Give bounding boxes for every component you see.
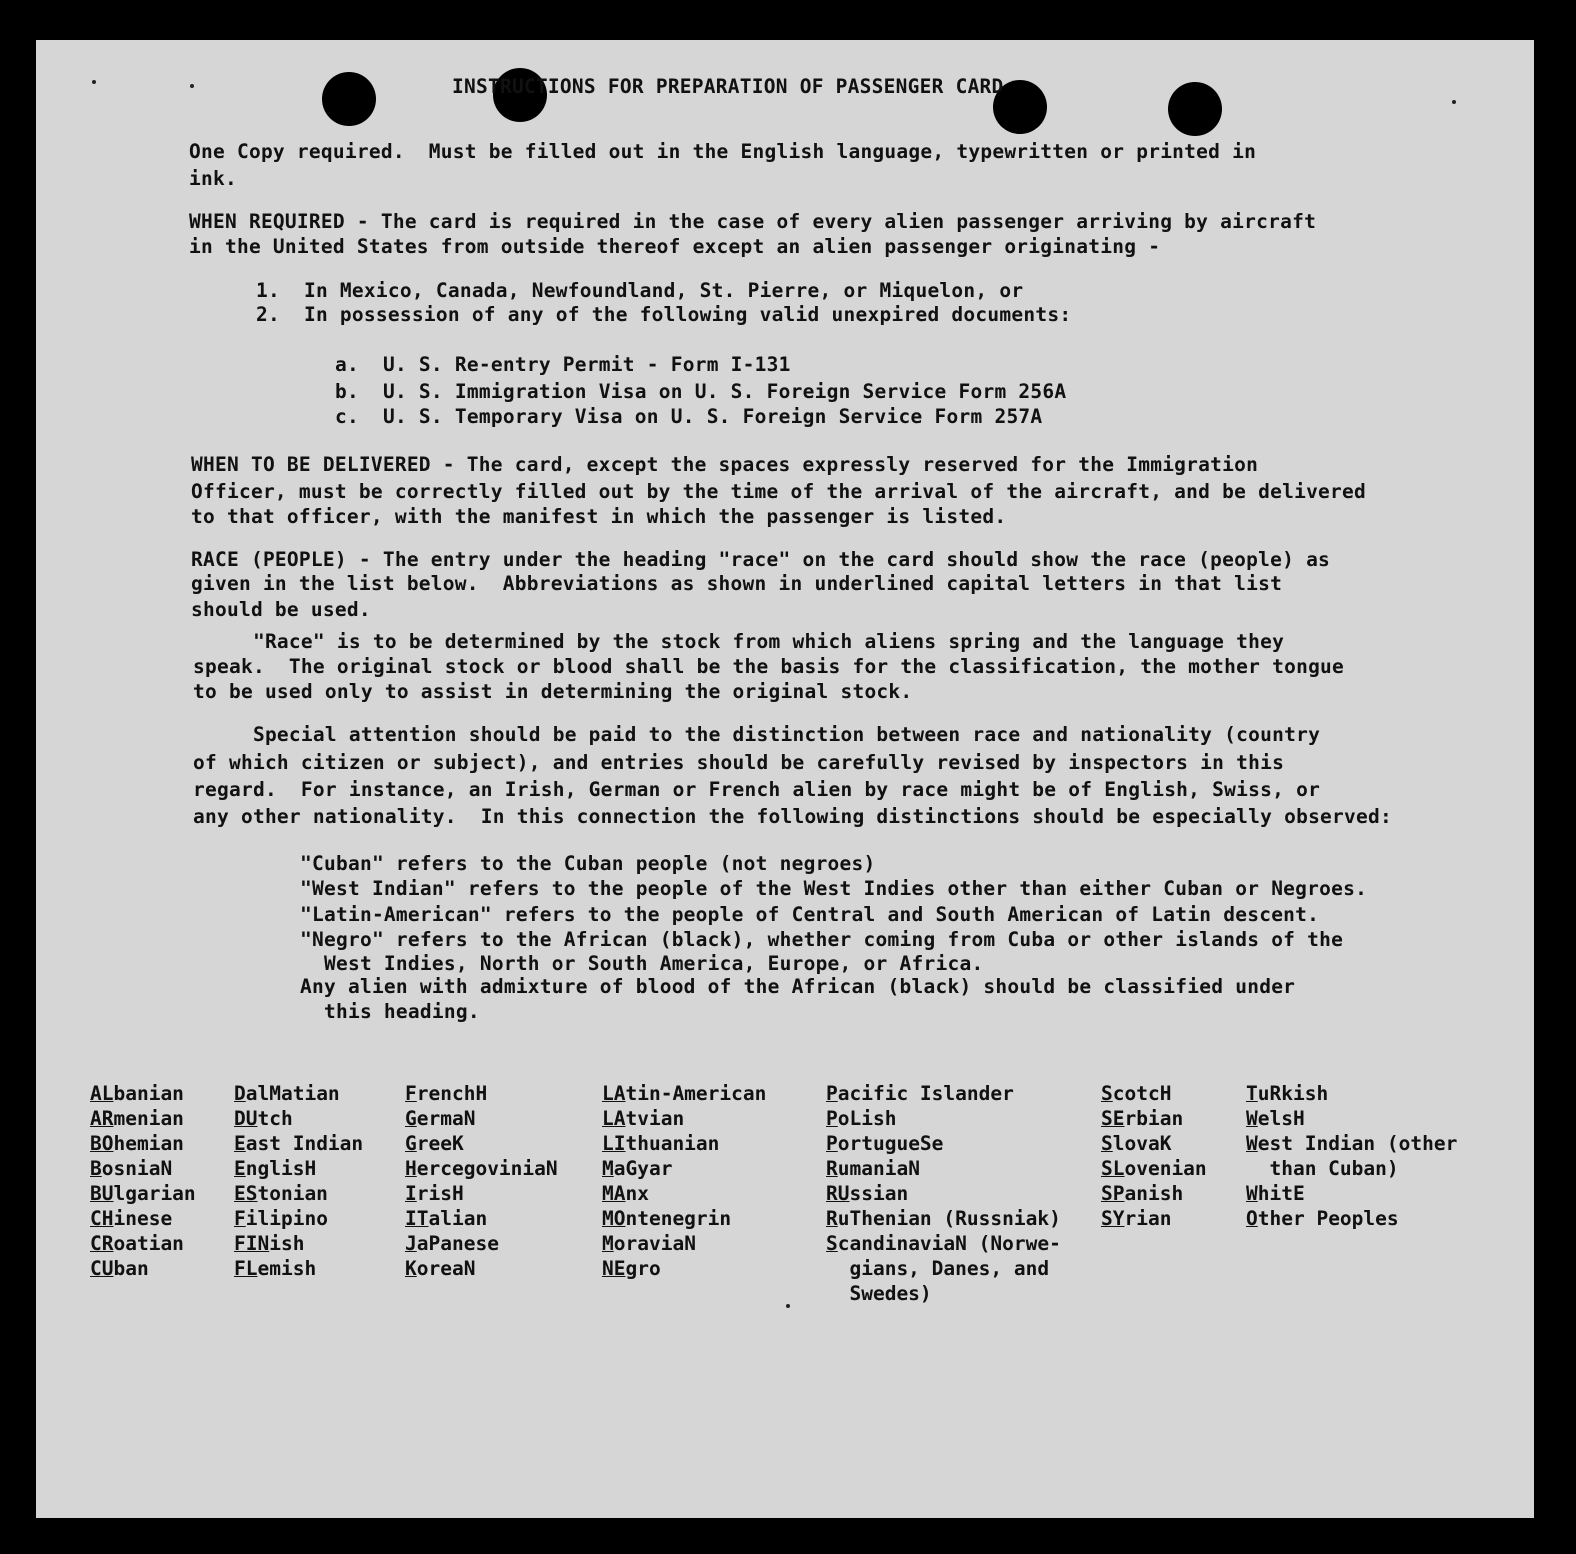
race-name-rest: lovaK [1112,1132,1172,1155]
race-name-rest: umaniaN [837,1157,920,1180]
race-name-rest: cotcH [1112,1082,1172,1105]
race-list-item [90,1106,196,1131]
speck [1452,100,1456,104]
race-abbreviation: S [1101,1132,1113,1155]
race-name-rest: nglisH [245,1157,317,1180]
race-name-rest: oraviaN [613,1232,696,1255]
race-abbreviation: RU [826,1182,850,1205]
race-abbreviation: W [1246,1132,1258,1155]
distinction-line: "Cuban" refers to the Cuban people (not negroes) [300,852,876,875]
race-list-item [90,1131,196,1156]
race-name-rest: oatian [113,1232,184,1255]
race-abbreviation: R [826,1207,838,1230]
race-list-item [826,1206,1061,1231]
race-list-item [234,1231,363,1256]
race-abbreviation: LA [602,1082,626,1105]
race-list-item [826,1081,1061,1106]
race-list-item [1246,1106,1457,1131]
race-list-item [405,1106,558,1131]
race-list-item [826,1281,1061,1306]
race-name-rest: ssian [849,1182,909,1205]
document-item: c. U. S. Temporary Visa on U. S. Foreign Service Form 257A [335,405,1043,428]
race-list-item [1101,1131,1207,1156]
race-list-item [234,1181,363,1206]
intro-line: One Copy required. Must be filled out in the English language, typewritten or printed in [189,140,1257,163]
race-list-item [234,1131,363,1156]
race-abbreviation: K [405,1257,417,1280]
race-name-rest: Swedes) [849,1282,932,1305]
race-name-rest: rian [1124,1207,1172,1230]
race-abbreviation: B [90,1157,102,1180]
speck [92,80,96,84]
race-name-rest: tin-American [625,1082,767,1105]
race-line: RACE (PEOPLE) - The entry under the heading "race" on the card should show the race (people) as [191,548,1331,571]
race-list-item [602,1131,766,1156]
race-name-rest: gro [625,1257,661,1280]
special-attention-line: of which citizen or subject), and entries should be carefully revised by inspectors in this [193,751,1285,774]
race-column-2 [234,1081,363,1281]
race-name-rest: tonian [257,1182,328,1205]
race-abbreviation: BU [90,1182,114,1205]
distinction-line: this heading. [300,1000,480,1023]
race-item-indent [826,1257,849,1280]
race-name-rest: oLish [837,1107,897,1130]
race-column-5 [826,1081,1061,1306]
race-list-item [90,1156,196,1181]
when-delivered-line: WHEN TO BE DELIVERED - The card, except the spaces expressly reserved for the Immigration [191,453,1259,476]
race-list-item [602,1256,766,1281]
race-list-item [602,1156,766,1181]
race-list-item [602,1206,766,1231]
race-list-item [1101,1181,1207,1206]
race-abbreviation: P [826,1107,838,1130]
race-determined-line: speak. The original stock or blood shall be the basis for the classification, the mother tongue [193,655,1345,678]
race-name-rest: ovenian [1124,1157,1207,1180]
race-abbreviation: CR [90,1232,114,1255]
race-determined-line: "Race" is to be determined by the stock from which aliens spring and the language they [193,630,1285,653]
race-name-rest: ish [269,1232,305,1255]
race-name-rest: hemian [113,1132,184,1155]
race-list-item [405,1081,558,1106]
race-abbreviation: W [1246,1107,1258,1130]
race-abbreviation: M [602,1157,614,1180]
race-list-item [826,1131,1061,1156]
race-abbreviation: G [405,1107,417,1130]
race-abbreviation: E [234,1132,246,1155]
race-abbreviation: DU [234,1107,258,1130]
race-list-item [826,1231,1061,1256]
race-list-item [405,1181,558,1206]
race-abbreviation: H [405,1157,417,1180]
race-abbreviation: F [405,1082,417,1105]
race-abbreviation: M [602,1232,614,1255]
race-item-indent [826,1282,849,1305]
race-list-item [602,1181,766,1206]
race-list-item [1246,1156,1457,1181]
race-abbreviation: LA [602,1107,626,1130]
race-name-rest: emish [257,1257,317,1280]
origin-item: 2. In possession of any of the following valid unexpired documents: [256,303,1072,326]
race-list-item [602,1106,766,1131]
race-list-item [1246,1181,1457,1206]
race-abbreviation: AL [90,1082,114,1105]
race-abbreviation: P [826,1082,838,1105]
race-abbreviation: E [234,1157,246,1180]
race-column-1 [90,1081,196,1281]
race-determined-line: to be used only to assist in determining the original stock. [193,680,913,703]
race-list-item [234,1256,363,1281]
race-list-item [90,1256,196,1281]
race-list-item [602,1081,766,1106]
race-abbreviation: SY [1101,1207,1125,1230]
distinction-line: "Latin-American" refers to the people of Central and South American of Latin descent. [300,903,1320,926]
race-list-item [1246,1131,1457,1156]
race-abbreviation: R [826,1157,838,1180]
race-line: should be used. [191,598,371,621]
race-list-item [405,1131,558,1156]
race-list-item [90,1081,196,1106]
race-name-rest: menian [113,1107,184,1130]
race-abbreviation: D [234,1082,246,1105]
race-abbreviation: J [405,1232,417,1255]
race-list-item [1101,1081,1207,1106]
when-delivered-line: Officer, must be correctly filled out by the time of the arrival of the aircraft, and be delivered [191,480,1367,503]
when-delivered-line: to that officer, with the manifest in which the passenger is listed. [191,505,1007,528]
race-abbreviation: ES [234,1182,258,1205]
race-list-item [1246,1206,1457,1231]
race-abbreviation: CH [90,1207,114,1230]
race-list-item [405,1156,558,1181]
punch-hole [1168,82,1222,136]
race-name-rest: oreaN [416,1257,476,1280]
race-abbreviation: CU [90,1257,114,1280]
race-list-item [1101,1156,1207,1181]
race-list-item [90,1231,196,1256]
race-name-rest: uRkish [1257,1082,1329,1105]
race-abbreviation: G [405,1132,417,1155]
speck [786,1304,790,1308]
race-name-rest: reeK [416,1132,464,1155]
special-attention-line: regard. For instance, an Irish, German or French alien by race might be of English, Swiss, or [193,778,1321,801]
race-abbreviation: MO [602,1207,626,1230]
race-abbreviation: NE [602,1257,626,1280]
race-list-item [90,1181,196,1206]
race-name-rest: alian [428,1207,488,1230]
race-name-rest: aPanese [416,1232,499,1255]
speck [190,84,194,88]
race-abbreviation: SL [1101,1157,1125,1180]
race-abbreviation: O [1246,1207,1258,1230]
race-name-rest: gians, Danes, and [849,1257,1050,1280]
race-name-rest: ortugueSe [837,1132,944,1155]
race-abbreviation: S [826,1232,838,1255]
race-name-rest: osniaN [101,1157,173,1180]
race-name-rest: than Cuban) [1269,1157,1399,1180]
race-list-item [826,1156,1061,1181]
race-name-rest: ilipino [245,1207,328,1230]
race-abbreviation: W [1246,1182,1258,1205]
race-name-rest: candinaviaN (Norwe- [837,1232,1061,1255]
race-abbreviation: AR [90,1107,114,1130]
race-list-item [1246,1081,1457,1106]
race-abbreviation: SE [1101,1107,1125,1130]
distinction-line: "West Indian" refers to the people of the West Indies other than either Cuban or Negroes. [300,877,1368,900]
intro-line: ink. [189,167,237,190]
race-abbreviation: IT [405,1207,429,1230]
race-name-rest: ther Peoples [1257,1207,1399,1230]
special-attention-line: Special attention should be paid to the distinction between race and nationality (country [193,723,1321,746]
distinction-line: Any alien with admixture of blood of the African (black) should be classified under [300,975,1296,998]
race-name-rest: anish [1124,1182,1184,1205]
race-list-item [90,1206,196,1231]
race-name-rest: inese [113,1207,173,1230]
race-list-item [234,1106,363,1131]
race-list-item [826,1106,1061,1131]
race-abbreviation: T [1246,1082,1258,1105]
race-name-rest: tch [257,1107,293,1130]
race-name-rest: thuanian [625,1132,720,1155]
race-list-item [234,1206,363,1231]
race-name-rest: lgarian [113,1182,196,1205]
race-abbreviation: BO [90,1132,114,1155]
document-item: b. U. S. Immigration Visa on U. S. Foreign Service Form 256A [335,380,1067,403]
race-name-rest: risH [416,1182,464,1205]
race-name-rest: uThenian (Russniak) [837,1207,1061,1230]
race-abbreviation: F [234,1207,246,1230]
when-required-line: in the United States from outside thereof except an alien passenger originating - [189,235,1161,258]
race-item-indent [1246,1157,1269,1180]
special-attention-line: any other nationality. In this connection the following distinctions should be especially observed: [193,805,1392,828]
race-column-4 [602,1081,766,1281]
race-name-rest: ntenegrin [625,1207,732,1230]
distinction-line: "Negro" refers to the African (black), whether coming from Cuba or other islands of the [300,928,1344,951]
race-list-item [405,1256,558,1281]
race-line: given in the list below. Abbreviations as shown in underlined capital letters in that list [191,572,1283,595]
race-list-item [234,1081,363,1106]
race-abbreviation: SP [1101,1182,1125,1205]
race-name-rest: nx [625,1182,649,1205]
race-name-rest: ermaN [416,1107,476,1130]
race-list-item [602,1231,766,1256]
race-column-7 [1246,1081,1457,1231]
race-name-rest: ercegoviniaN [416,1157,558,1180]
race-name-rest: banian [113,1082,184,1105]
race-name-rest: acific Islander [837,1082,1014,1105]
document-item: a. U. S. Re-entry Permit - Form I-131 [335,353,791,376]
race-name-rest: aGyar [613,1157,673,1180]
race-list-item [826,1181,1061,1206]
race-list-item [826,1256,1061,1281]
race-list-item [405,1206,558,1231]
race-column-3 [405,1081,558,1281]
race-abbreviation: P [826,1132,838,1155]
distinction-line: West Indies, North or South America, Europe, or Africa. [300,952,984,975]
race-abbreviation: FL [234,1257,258,1280]
race-name-rest: est Indian (other [1257,1132,1458,1155]
race-abbreviation: FIN [234,1232,270,1255]
race-abbreviation: MA [602,1182,626,1205]
race-name-rest: rbian [1124,1107,1184,1130]
punch-hole [322,72,376,126]
origin-item: 1. In Mexico, Canada, Newfoundland, St. Pierre, or Miquelon, or [256,279,1024,302]
race-list-item [234,1156,363,1181]
race-column-6 [1101,1081,1207,1231]
when-required-line: WHEN REQUIRED - The card is required in the case of every alien passenger arriving by aircraft [189,210,1317,233]
page-title: INSTRUCTIONS FOR PREPARATION OF PASSENGER CARD [452,75,1004,98]
race-abbreviation: I [405,1182,417,1205]
race-name-rest: ast Indian [245,1132,364,1155]
race-list-item [405,1231,558,1256]
race-name-rest: hitE [1257,1182,1305,1205]
race-abbreviation: S [1101,1082,1113,1105]
race-name-rest: elsH [1257,1107,1305,1130]
race-abbreviation: LI [602,1132,626,1155]
race-name-rest: renchH [416,1082,488,1105]
race-name-rest: alMatian [245,1082,340,1105]
race-name-rest: ban [113,1257,149,1280]
race-list-item [1101,1106,1207,1131]
race-list-item [1101,1206,1207,1231]
race-name-rest: tvian [625,1107,685,1130]
